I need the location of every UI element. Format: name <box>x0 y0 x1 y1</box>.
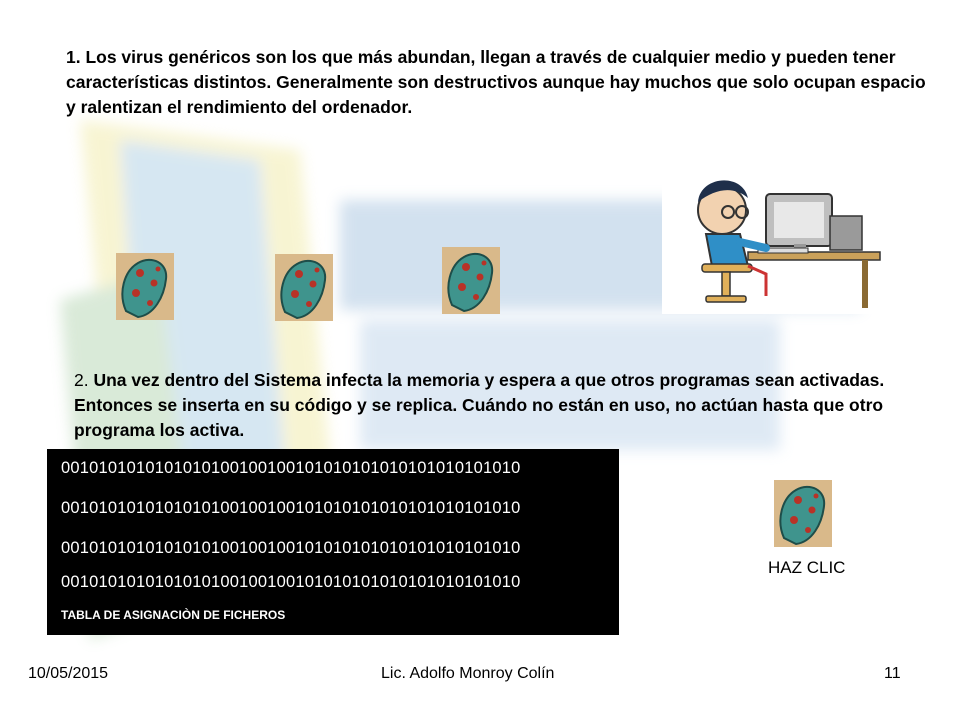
file-allocation-table-box <box>47 449 619 635</box>
binary-line: 0010101010101010100100100101010101010101010101010 <box>61 573 521 591</box>
fat-caption: TABLA DE ASIGNACIÒN DE FICHEROS <box>61 608 286 622</box>
binary-line: 0010101010101010100100100101010101010101010101010 <box>61 499 521 517</box>
binary-line: 0010101010101010100100100101010101010101010101010 <box>61 459 521 477</box>
binary-line: 0010101010101010100100100101010101010101010101010 <box>61 539 521 557</box>
virus-icon <box>442 247 500 314</box>
haz-clic-label[interactable]: HAZ CLIC <box>768 558 846 577</box>
footer-date: 10/05/2015 <box>28 665 109 682</box>
virus-icon <box>116 253 174 320</box>
virus-icon <box>275 254 333 321</box>
paragraph-infection-process <box>74 368 914 443</box>
footer-author: Lic. Adolfo Monroy Colín <box>381 665 555 682</box>
paragraph-generic-viruses: 1. Los virus genéricos son los que más abundan, llegan a través de cualquier medio y pueden tener características distintos. Generalmente son destructivos aunque hay muchos que solo ocupan espacio y ralentizan el rendimiento del ordenador. <box>66 47 926 117</box>
paragraph-number: 2. <box>74 370 89 390</box>
virus-click-icon[interactable] <box>774 480 832 547</box>
footer-page-number: 11 <box>884 665 901 682</box>
computer-user-icon <box>662 156 886 314</box>
paragraph-text: Una vez dentro del Sistema infecta la memoria y espera a que otros programas sean activadas. Entonces se inserta en su código y se replica. Cuándo no están en uso, no actúan hasta que otro programa los activa. <box>74 370 885 440</box>
